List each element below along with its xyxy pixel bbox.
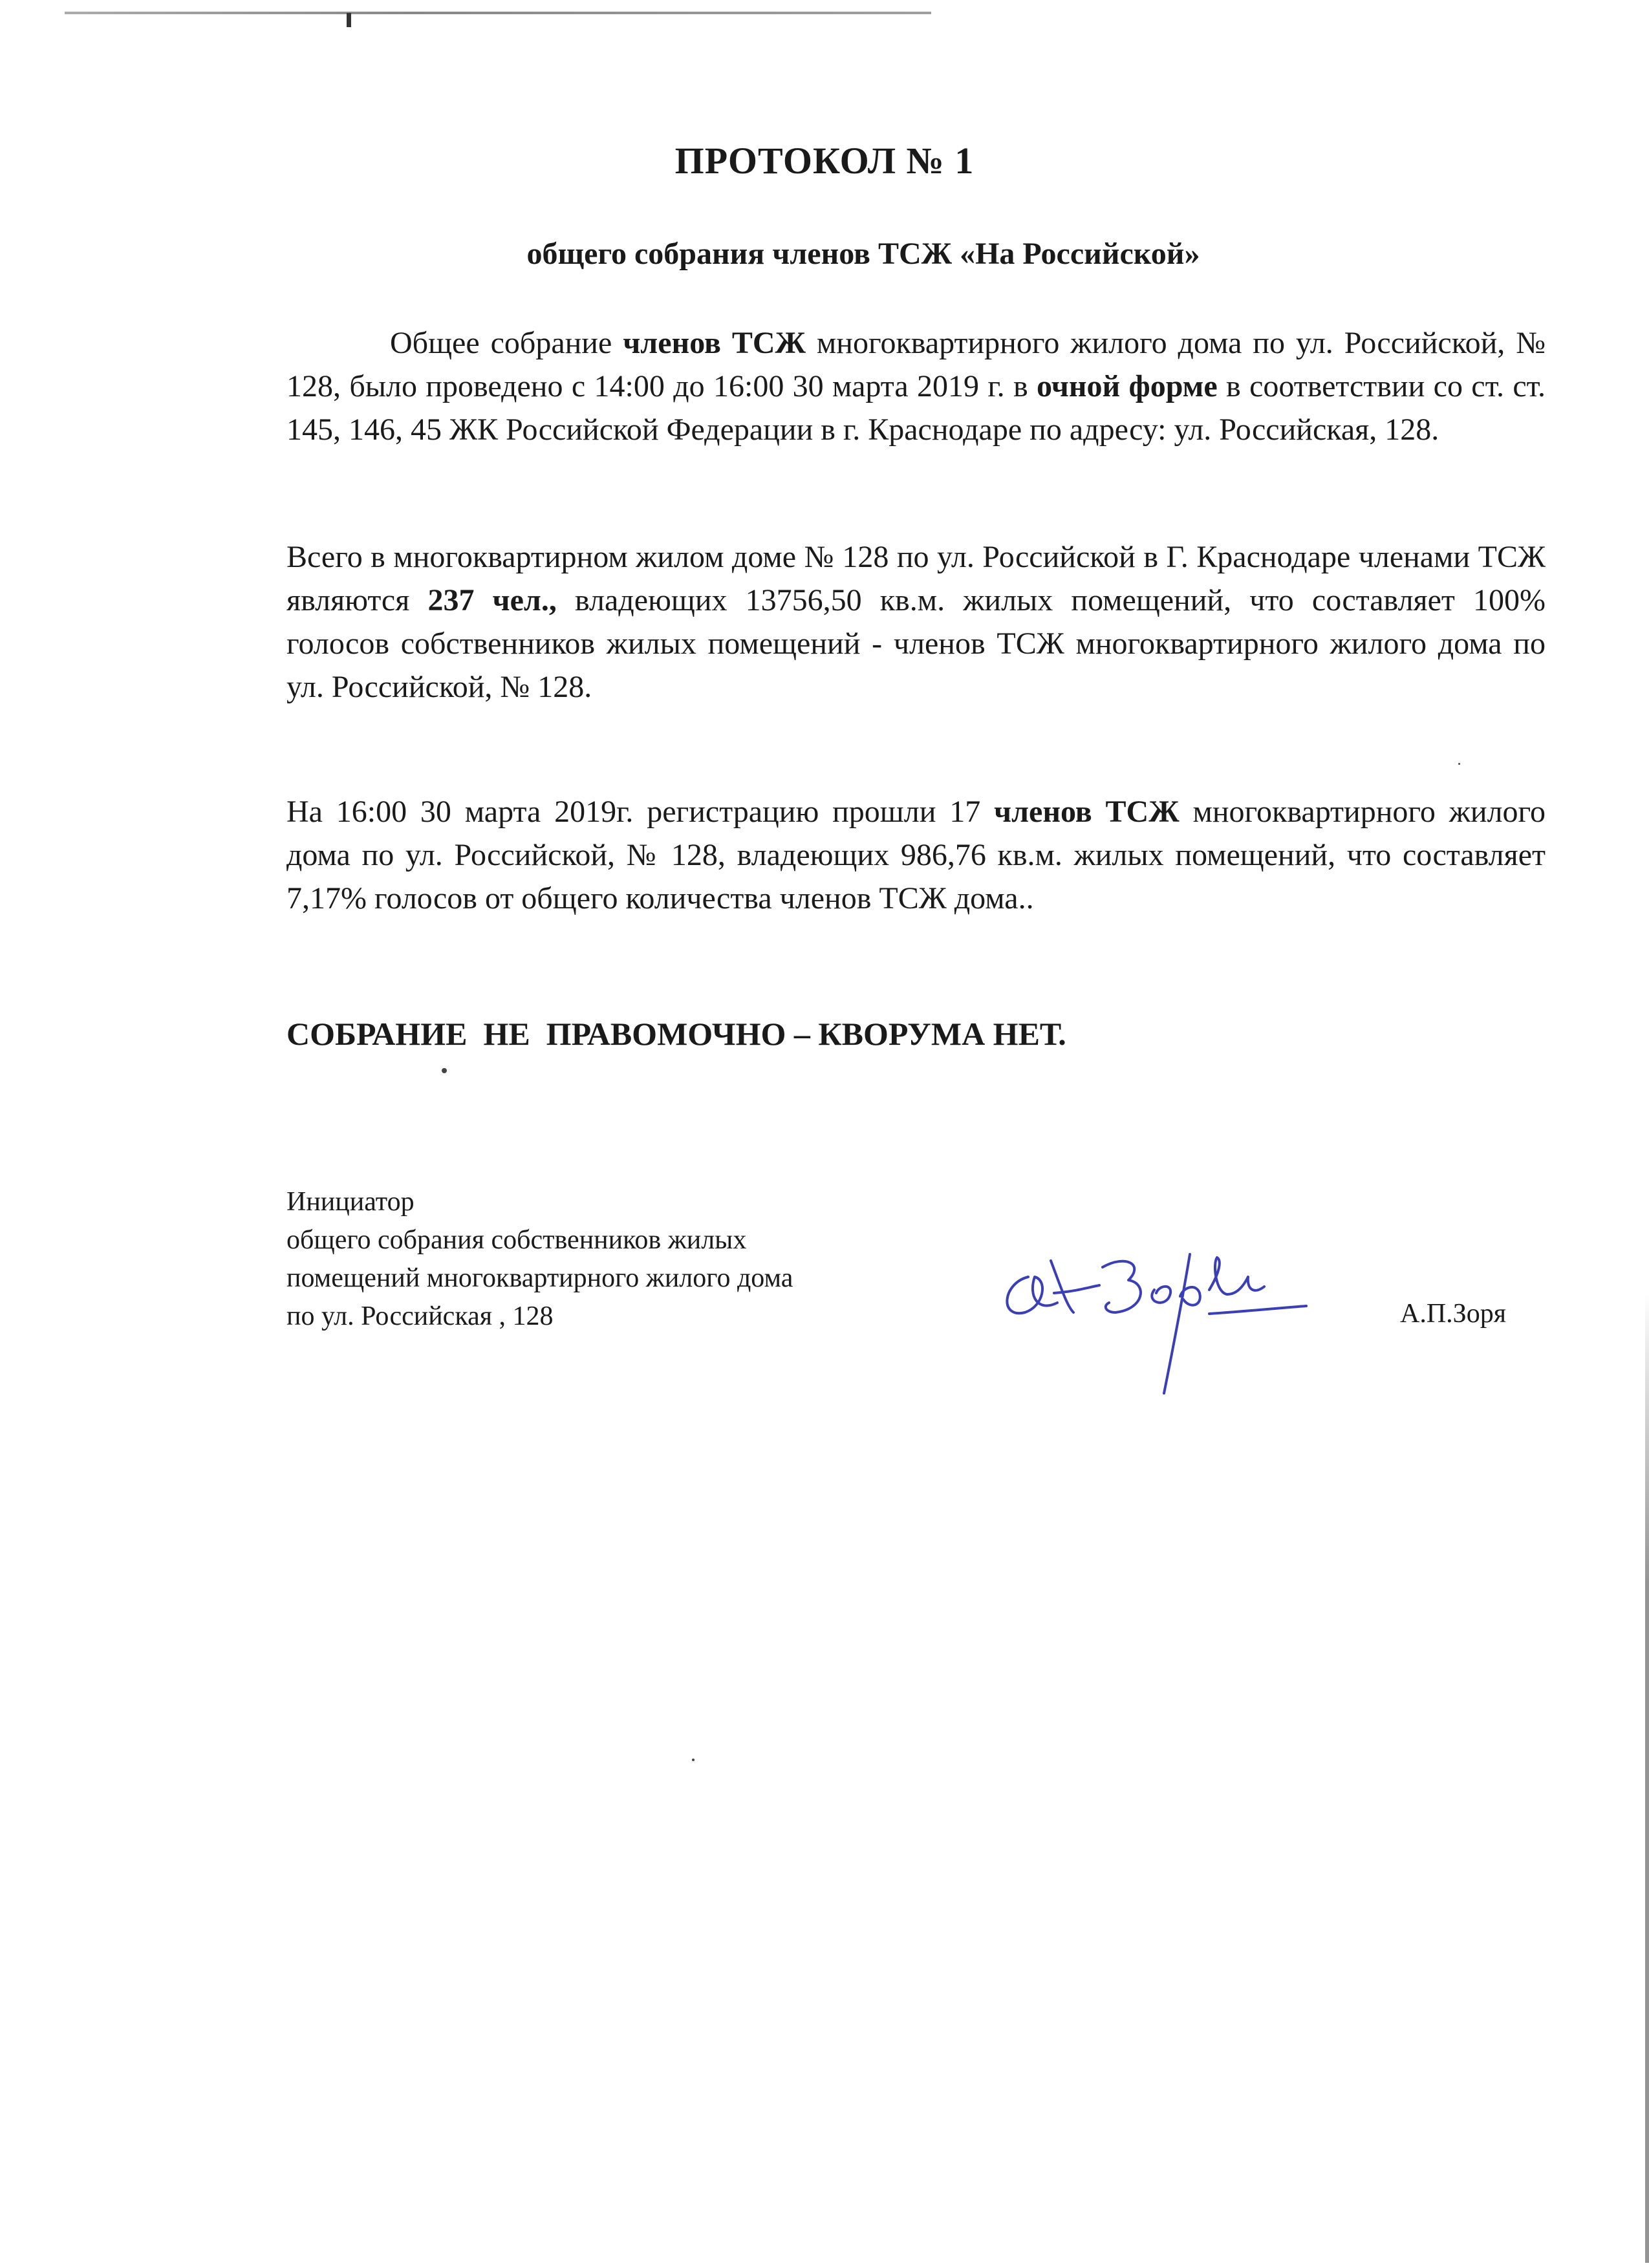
- document-subtitle: общего собрания членов ТСЖ «На Российской»: [526, 237, 1200, 271]
- scan-border-line: [65, 12, 931, 14]
- paragraph-text: многоквартирного жилого дома по ул. Российской, № 128, было проведено с 14:00 до 16:00 30 марта 2019 г. в: [286, 326, 1546, 403]
- quorum-statement: СОБРАНИЕ НЕ ПРАВОМОЧНО – КВОРУМА НЕТ.: [286, 1016, 1066, 1052]
- initiator-block: [286, 1183, 793, 1336]
- paragraph-text: многоквартирного жилого дома по ул. Российской, № 128, владеющих 986,76 кв.м. жилых помещений, что составляет 7,17% голосов от общего количества членов ТСЖ дома..: [286, 795, 1546, 915]
- paragraph-text: в соответствии со ст. ст. 145, 146, 45 ЖК Российской Федерации в г. Краснодаре по адресу: ул. Российская, 128.: [286, 369, 1546, 447]
- paragraph-text: На 16:00 30 марта 2019г. регистрацию прошли 17: [286, 795, 995, 829]
- paragraph-emphasis: очной форме: [1037, 369, 1218, 403]
- initiator-line: Инициатор: [286, 1187, 415, 1217]
- paragraph-emphasis: членов ТСЖ: [623, 326, 806, 360]
- scan-speck: [692, 1759, 695, 1761]
- paragraph-text: владеющих 13756,50 кв.м. жилых помещений, что составляет 100% голосов собственников жилых помещений - членов ТСЖ многоквартирного жилого дома по ул. Российской, № 128.: [286, 583, 1546, 704]
- signer-name: А.П.Зоря: [1400, 1299, 1507, 1329]
- initiator-line: помещений многоквартирного жилого дома: [286, 1263, 793, 1293]
- paragraph-text: Общее собрание: [390, 326, 623, 360]
- scan-edge-shadow: [1645, 1293, 1649, 2263]
- document-title: ПРОТОКОЛ № 1: [674, 140, 975, 182]
- paragraph-emphasis: членов ТСЖ: [994, 795, 1180, 829]
- scan-speck: [1458, 763, 1460, 765]
- scan-mark: [347, 13, 351, 27]
- initiator-line: общего собрания собственников жилых: [286, 1225, 747, 1255]
- paragraph-emphasis: 237 чел.,: [427, 583, 557, 617]
- scan-speck: [442, 1068, 447, 1073]
- initiator-line: по ул. Российская , 128: [286, 1301, 554, 1331]
- handwritten-signature: [989, 1215, 1326, 1409]
- paragraph-text: Всего в многоквартирном жилом доме № 128 по ул. Российской в Г. Краснодаре членами ТСЖ являются: [286, 540, 1546, 617]
- paragraph-members-total: [286, 535, 1546, 709]
- paragraph-meeting-info: [286, 321, 1546, 451]
- paragraph-registration: [286, 790, 1546, 920]
